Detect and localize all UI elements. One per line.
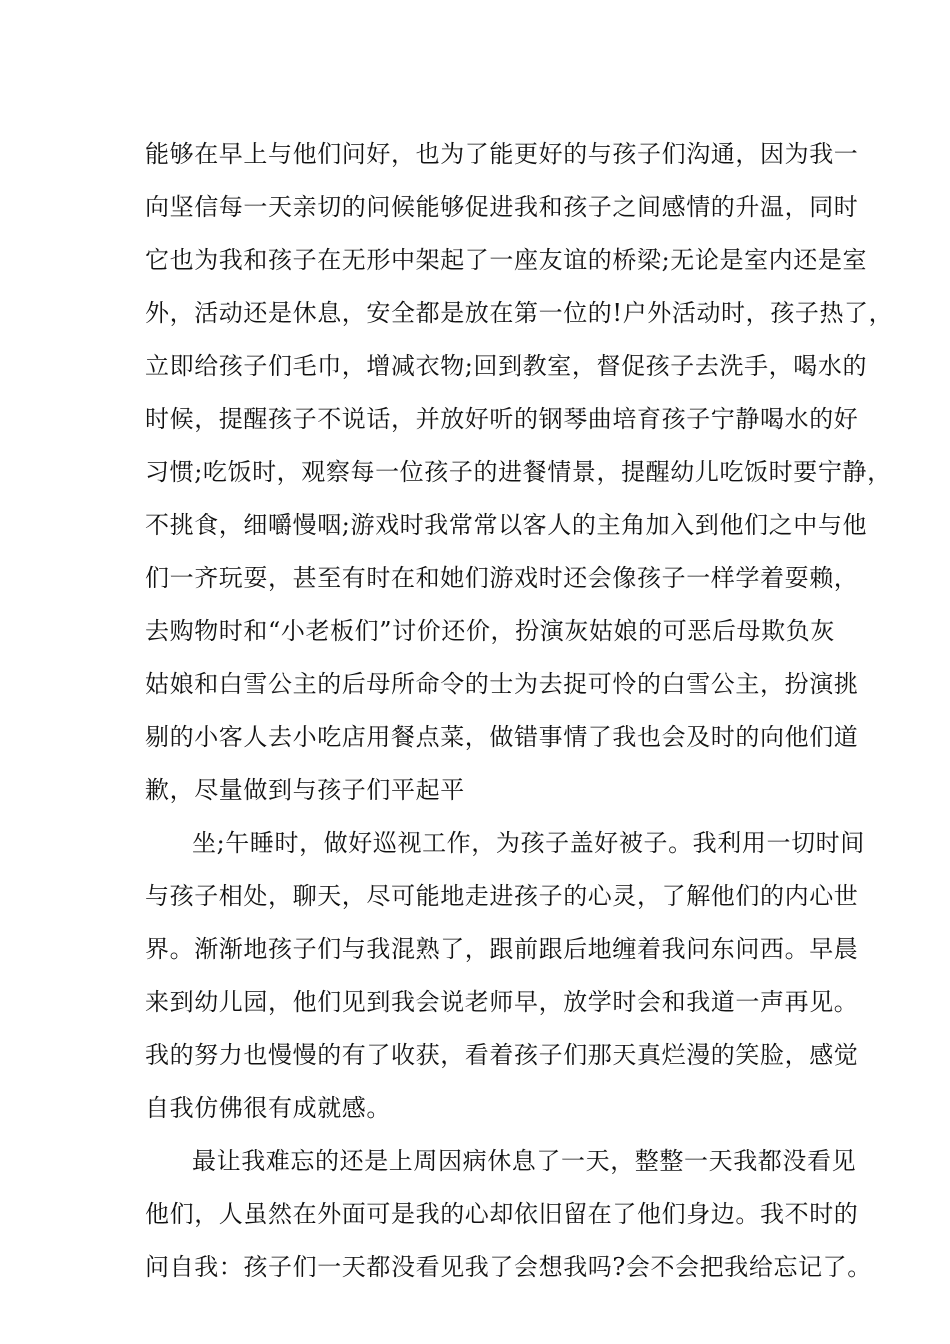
paragraph-3-line-2: 他们，人虽然在外面可是我的心却依旧留在了他们身边。我不时的 [145, 1200, 859, 1228]
paragraph-3-line-3: 问自我：孩子们一天都没看见我了会想我吗?会不会把我给忘记了。 [145, 1253, 872, 1281]
paragraph-1-line-6: 时候，提醒孩子不说话，并放好听的钢琴曲培育孩子宁静喝水的好 [145, 405, 859, 433]
paragraph-1-line-8: 不挑食，细嚼慢咽;游戏时我常常以客人的主角加入到他们之中与他 [145, 511, 868, 539]
paragraph-2-line-1: 坐;午睡时，做好巡视工作，为孩子盖好被子。我利用一切时间 [192, 829, 865, 857]
paragraph-1-line-3: 它也为我和孩子在无形中架起了一座友谊的桥梁;无论是室内还是室 [145, 246, 868, 274]
paragraph-1-line-13: 歉，尽量做到与孩子们平起平 [145, 776, 465, 804]
paragraph-3-line-1: 最让我难忘的还是上周因病休息了一天，整整一天我都没看见 [192, 1147, 857, 1175]
paragraph-2-line-3: 界。渐渐地孩子们与我混熟了，跟前跟后地缠着我问东问西。早晨 [145, 935, 859, 963]
paragraph-1-line-2: 向坚信每一天亲切的问候能够促进我和孩子之间感情的升温，同时 [145, 193, 859, 221]
paragraph-2-line-2: 与孩子相处，聊天，尽可能地走进孩子的心灵，了解他们的内心世 [145, 882, 859, 910]
paragraph-2-line-6: 自我仿佛很有成就感。 [145, 1094, 391, 1122]
paragraph-1-line-11: 姑娘和白雪公主的后母所命令的士为去捉可怜的白雪公主，扮演挑 [145, 670, 859, 698]
paragraph-2-line-5: 我的努力也慢慢的有了收获，看着孩子们那天真烂漫的笑脸，感觉 [145, 1041, 859, 1069]
paragraph-1-line-1: 能够在早上与他们问好，也为了能更好的与孩子们沟通，因为我一 [145, 140, 859, 168]
paragraph-2-line-4: 来到幼儿园，他们见到我会说老师早，放学时会和我道一声再见。 [145, 988, 859, 1016]
paragraph-1-line-4: 外，活动还是休息，安全都是放在第一位的!户外活动时，孩子热了， [145, 299, 894, 327]
paragraph-1-line-9: 们一齐玩耍，甚至有时在和她们游戏时还会像孩子一样学着耍赖， [145, 564, 859, 592]
paragraph-1-line-12: 剔的小客人去小吃店用餐点菜，做错事情了我也会及时的向他们道 [145, 723, 859, 751]
paragraph-1-line-10: 去购物时和“小老板们”讨价还价，扮演灰姑娘的可恶后母欺负灰 [145, 617, 835, 645]
paragraph-1-line-5: 立即给孩子们毛巾，增减衣物;回到教室，督促孩子去洗手，喝水的 [145, 352, 868, 380]
paragraph-1-line-7: 习惯;吃饭时，观察每一位孩子的进餐情景，提醒幼儿吃饭时要宁静， [145, 458, 892, 486]
